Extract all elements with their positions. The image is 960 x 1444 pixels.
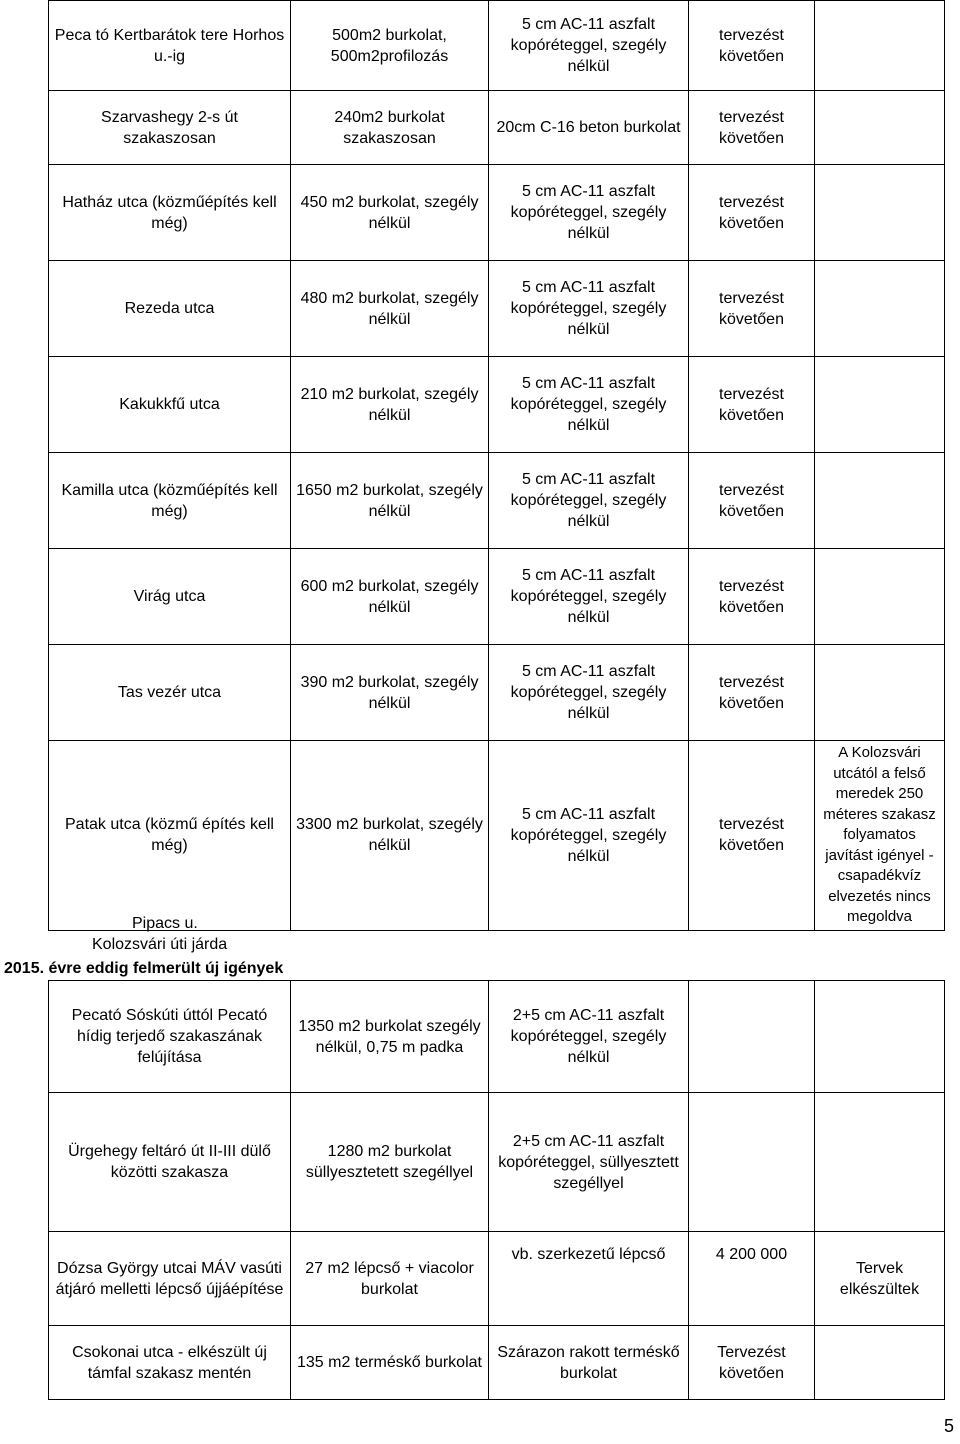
work-cell: 390 m2 burkolat, szegély nélkül: [291, 645, 489, 741]
work-cell: 500m2 burkolat, 500m2profilozás: [291, 1, 489, 91]
timing-cell: tervezést követően: [689, 261, 815, 357]
work-cell: 240m2 burkolat szakaszosan: [291, 91, 489, 165]
street-cell: Szarvashegy 2-s út szakaszosan: [49, 91, 291, 165]
work-cell: 450 m2 burkolat, szegély nélkül: [291, 165, 489, 261]
material-cell: 5 cm AC-11 aszfalt kopóréteggel, szegély nélkül: [489, 453, 689, 549]
timing-cell: tervezést követően: [689, 645, 815, 741]
note-cell: [815, 91, 945, 165]
kolozsvari-line: Kolozsvári úti járda: [92, 936, 228, 953]
timing-cell: tervezést követően: [689, 357, 815, 453]
new-needs-table: [48, 980, 945, 1400]
street-cell: Hatház utca (közműépítés kell még): [49, 165, 291, 261]
note-cell: [815, 1, 945, 91]
table-row: [49, 1, 945, 91]
work-cell: 1350 m2 burkolat szegély nélkül, 0,75 m padka: [291, 981, 489, 1093]
material-cell: vb. szerkezetű lépcső: [489, 1232, 689, 1326]
timing-cell: tervezést követően: [689, 549, 815, 645]
table-row: [49, 165, 945, 261]
table-row: [49, 261, 945, 357]
material-cell: 5 cm AC-11 aszfalt kopóréteggel, szegély nélkül: [489, 549, 689, 645]
work-cell: 3300 m2 burkolat, szegély nélkül: [291, 741, 489, 931]
work-cell: 600 m2 burkolat, szegély nélkül: [291, 549, 489, 645]
work-cell: 27 m2 lépcső + viacolor burkolat: [291, 1232, 489, 1326]
material-cell: 5 cm AC-11 aszfalt kopóréteggel, szegély nélkül: [489, 1, 689, 91]
street-cell: Csokonai utca - elkészült új támfal szakasz mentén: [49, 1326, 291, 1400]
street-cell: Rezeda utca: [49, 261, 291, 357]
note-cell: [815, 453, 945, 549]
section-heading: 2015. évre eddig felmerült új igények: [4, 960, 284, 977]
note-cell: [815, 261, 945, 357]
table-row: [49, 645, 945, 741]
table-row: [49, 741, 945, 931]
table-row: [49, 1326, 945, 1400]
timing-cell: tervezést követően: [689, 741, 815, 931]
cost-cell: 4 200 000: [689, 1232, 815, 1326]
material-cell: 5 cm AC-11 aszfalt kopóréteggel, szegély nélkül: [489, 165, 689, 261]
timing-cell: tervezést követően: [689, 453, 815, 549]
material-cell: 5 cm AC-11 aszfalt kopóréteggel, szegély nélkül: [489, 741, 689, 931]
work-cell: 480 m2 burkolat, szegély nélkül: [291, 261, 489, 357]
note-cell: A Kolozsvári utcától a felső meredek 250 méteres szakasz folyamatos javítást igényel - csapadékvíz elvezetés nincs megoldva: [815, 741, 945, 931]
note-cell: [815, 1093, 945, 1232]
pipacs-line: Pipacs u.: [132, 915, 198, 932]
note-cell: [815, 981, 945, 1093]
work-cell: 210 m2 burkolat, szegély nélkül: [291, 357, 489, 453]
material-cell: 20cm C-16 beton burkolat: [489, 91, 689, 165]
table-row: [49, 357, 945, 453]
material-cell: 5 cm AC-11 aszfalt kopóréteggel, szegély nélkül: [489, 645, 689, 741]
note-cell: [815, 1326, 945, 1400]
street-cell: Patak utca (közmű építés kell még): [49, 741, 291, 931]
cost-cell: [689, 981, 815, 1093]
street-cell: Dózsa György utcai MÁV vasúti átjáró melletti lépcső újjáépítése: [49, 1232, 291, 1326]
table-row: [49, 1093, 945, 1232]
material-cell: 5 cm AC-11 aszfalt kopóréteggel, szegély nélkül: [489, 357, 689, 453]
timing-cell: tervezést követően: [689, 1, 815, 91]
table-row: [49, 549, 945, 645]
table-row: [49, 453, 945, 549]
material-cell: 5 cm AC-11 aszfalt kopóréteggel, szegély nélkül: [489, 261, 689, 357]
note-cell: [815, 645, 945, 741]
cost-cell: Tervezést követően: [689, 1326, 815, 1400]
street-cell: Peca tó Kertbarátok tere Horhos u.-ig: [49, 1, 291, 91]
table-row: [49, 1232, 945, 1326]
street-cell: Ürgehegy feltáró út II-III dülő közötti szakasza: [49, 1093, 291, 1232]
street-cell: Virág utca: [49, 549, 291, 645]
street-cell: Pecató Sóskúti úttól Pecató hídig terjedő szakaszának felújítása: [49, 981, 291, 1093]
table-row: [49, 981, 945, 1093]
street-cell: Kakukkfű utca: [49, 357, 291, 453]
cost-cell: [689, 1093, 815, 1232]
note-cell: Tervek elkészültek: [815, 1232, 945, 1326]
timing-cell: tervezést követően: [689, 165, 815, 261]
work-cell: 1650 m2 burkolat, szegély nélkül: [291, 453, 489, 549]
material-cell: Szárazon rakott terméskő burkolat: [489, 1326, 689, 1400]
note-cell: [815, 357, 945, 453]
note-cell: [815, 549, 945, 645]
note-cell: [815, 165, 945, 261]
material-cell: 2+5 cm AC-11 aszfalt kopóréteggel, szegély nélkül: [489, 981, 689, 1093]
street-cell: Tas vezér utca: [49, 645, 291, 741]
page-number: 5: [943, 1416, 954, 1436]
work-cell: 1280 m2 burkolat süllyesztetett szegéllyel: [291, 1093, 489, 1232]
work-cell: 135 m2 terméskő burkolat: [291, 1326, 489, 1400]
roadworks-table: [48, 0, 945, 931]
table-row: [49, 91, 945, 165]
material-cell: 2+5 cm AC-11 aszfalt kopóréteggel, süllyesztett szegéllyel: [489, 1093, 689, 1232]
street-cell: Kamilla utca (közműépítés kell még): [49, 453, 291, 549]
timing-cell: tervezést követően: [689, 91, 815, 165]
